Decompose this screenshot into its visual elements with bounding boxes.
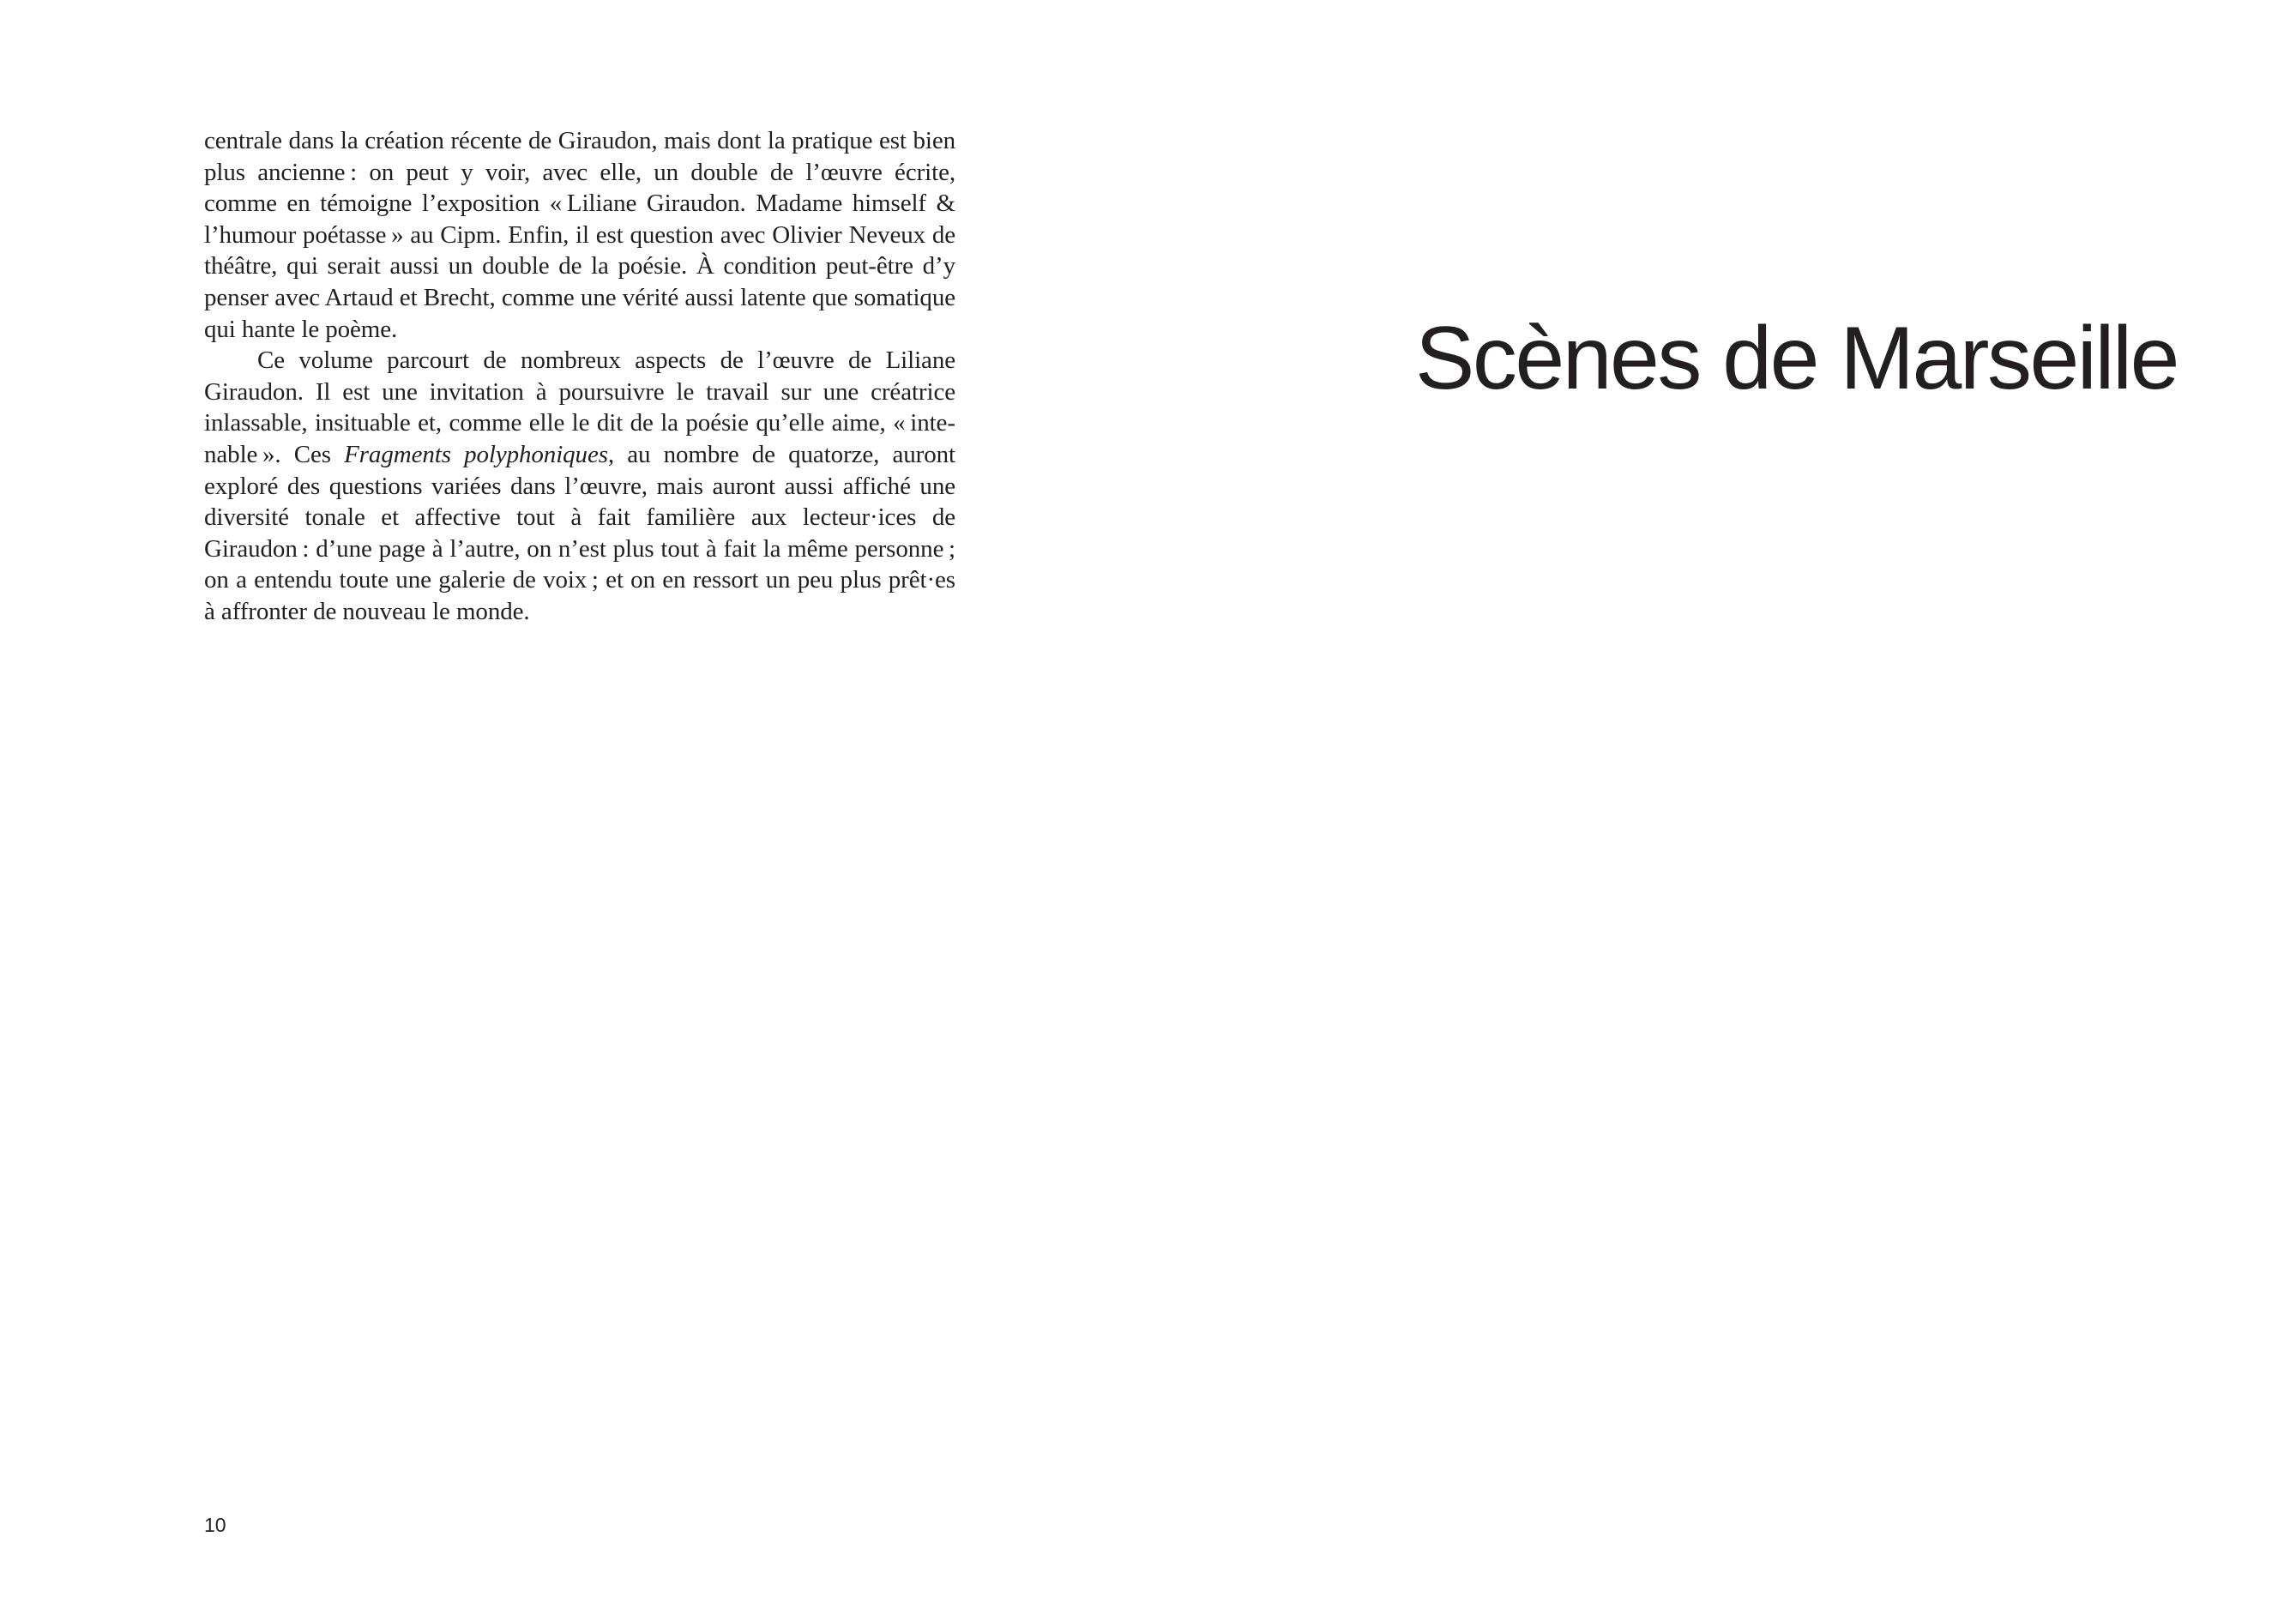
paragraph-1 xyxy=(204,125,955,345)
section-title: Scènes de Marseille xyxy=(1415,309,2178,408)
paragraph-1-text: centrale dans la création récente de Giraudon, mais dont la pratique est bien plus ancienne : on peut y voir, avec elle, un double de l’œuvre écrite, comme en témoigne l’exposition « Liliane Giraudon. Madame himself & l’humour poétasse » au Cipm. Enfin, il est question avec Olivier Neveux de théâtre, qui serait aussi un double de la poésie. À condition peut-être d’y penser avec Artaud et Brecht, comme une vérité aussi latente que somatique qui hante le poème. xyxy=(204,127,955,343)
book-title-italic: Fragments polyphoniques xyxy=(344,440,608,468)
body-text xyxy=(204,125,955,628)
paragraph-2-text-end: , au nombre de quatorze, auront exploré des questions variées dans l’œuvre, mais auront aussi affiché une diversité tonale et affective tout à fait familière aux lecteur·ices de Giraudon : d’une page à l’autre, on n’est plus tout à fait la même personne ; on a entendu toute une galerie de voix ; et on en ressort un peu plus prêt·es à affronter de nouveau le monde. xyxy=(204,440,955,625)
page-number: 10 xyxy=(204,1514,226,1536)
paragraph-2 xyxy=(204,345,955,627)
paragraph-2-text-start: Ce volume parcourt de nombreux aspects de l’œuvre de Liliane Giraudon. Il est une invitation à poursuivre le travail sur une créatrice inlassable, insituable et, comme elle le dit de la poésie qu’elle aime, « intenable ». Ces xyxy=(204,346,955,468)
right-page xyxy=(1148,0,2296,1621)
